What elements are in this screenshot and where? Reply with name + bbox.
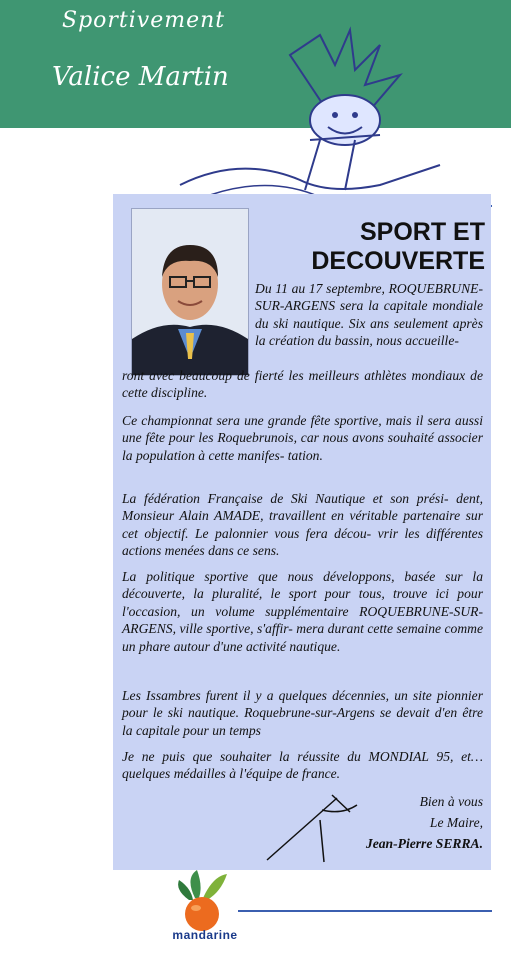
- signatory-role: Le Maire,: [429, 815, 483, 830]
- footer-divider: [238, 910, 492, 912]
- paragraph-issambres: Les Issambres furent il y a quelques décennies, un site pionnier pour le ski nautique. Roquebrune-sur-Argens se devait d'en être la capitale pour un temps: [122, 688, 483, 738]
- title-line-1: SPORT ET: [359, 218, 485, 246]
- article-title: [255, 218, 485, 276]
- mascot-illustration: [150, 15, 450, 205]
- closing-greeting: Bien à vous: [419, 794, 483, 809]
- logo-wordmark: mandarine: [172, 928, 238, 942]
- handwritten-signature: Valice Martin: [52, 62, 229, 92]
- paragraph-sport-policy: La politique sportive que nous développons, basée sur la découverte, la pluralité, le sport pour tous, trouve ici pour l'occasion, un volume supplémentaire ROQUEBRUNE-SUR-ARGENS, ville sportive, s'affir- mera durant cette semaine comme un phare autour d'une activité nautique.: [122, 569, 483, 654]
- signatory-name: Jean-Pierre SERRA.: [365, 836, 483, 851]
- paragraph-federation: La fédération Française de Ski Nautique et son prési- dent, Monsieur Alain AMADE, travaillent en véritable partenaire sur cet objectif. Le palonnier vous fera décou- vrir les différentes actions menées dans ce sens.: [122, 491, 483, 559]
- mayor-portrait: [131, 208, 249, 376]
- handwritten-greeting: Sportivement: [62, 8, 226, 33]
- paragraph-championship: Ce championnat sera une grande fête sportive, mais il sera aussi une fête pour les Roquebrunois, car nous avons souhaité associer la population à cette manifes- tation.: [122, 413, 483, 463]
- title-line-2: DECOUVERTE: [311, 247, 485, 275]
- paragraph-wishes: Je ne puis que souhaiter la réussite du MONDIAL 95, et…quelques médailles à l'équipe de france.: [122, 749, 483, 782]
- paragraph-intro-continued: ront avec beaucoup de fierté les meilleurs athlètes mondiaux de cette discipline.: [122, 368, 483, 401]
- paragraph-intro: Du 11 au 17 septembre, ROQUEBRUNE-SUR-ARGENS sera la capitale mondiale du ski nautique. Six ans seulement après la création du bassin, nous accueille-: [255, 281, 483, 349]
- letter-closing: [300, 791, 483, 854]
